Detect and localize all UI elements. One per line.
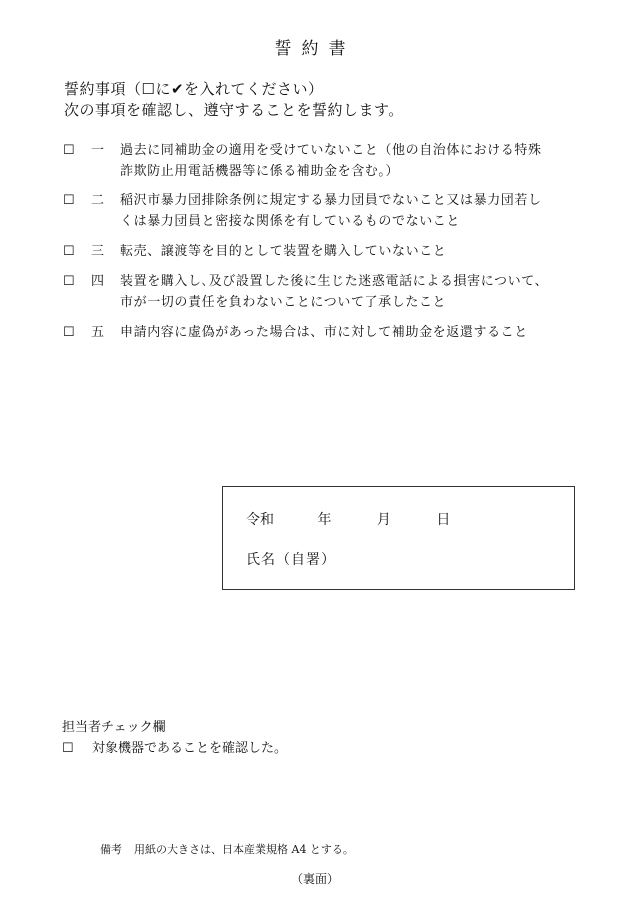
date-era-label: 令和 xyxy=(246,512,274,528)
pledge-number-2: 二 xyxy=(91,193,105,208)
staff-check-item xyxy=(62,737,287,756)
remarks-note xyxy=(100,841,354,857)
pledge-text-1-line-2: 詐欺防止用電話機器等に係る補助金を含む。） xyxy=(120,164,400,179)
pledge-text-4-line-1: 装置を購入し､及び設置した後に生じた迷惑電話による損害について、 xyxy=(120,274,549,289)
staff-check-text: 対象機器であることを確認した。 xyxy=(92,741,288,756)
pledge-checkbox-5[interactable]: ☐ xyxy=(63,325,75,340)
signature-name-label[interactable]: 氏名（自署） xyxy=(246,552,336,568)
document-title: 誓約書 xyxy=(274,39,356,59)
page-side-label: （裏面） xyxy=(290,872,339,886)
pledge-text-4-line-2: 市が一切の責任を負わないことについて了承したこと xyxy=(120,295,447,310)
pledge-text-3-line-1: 転売、譲渡等を目的として装置を購入していないこと xyxy=(120,244,447,259)
pledge-checkbox-1[interactable]: ☐ xyxy=(63,143,75,158)
date-month-label[interactable]: 月 xyxy=(376,512,391,528)
pledge-text-5 xyxy=(120,322,590,343)
date-day-label[interactable]: 日 xyxy=(436,512,451,528)
pledge-text-2-line-1: 稲沢市暴力団排除条例に規定する暴力団員でないこと又は暴力団若し xyxy=(120,193,542,208)
pledge-text-4 xyxy=(120,271,590,313)
pledge-text-2 xyxy=(120,190,590,232)
remarks-label: 備考 xyxy=(100,843,122,856)
pledge-text-1-line-1: 過去に同補助金の適用を受けていないこと（他の自治体における特殊 xyxy=(120,143,542,158)
pledge-number-3: 三 xyxy=(91,244,105,259)
intro-instruction: 誓約事項（☐に✔を入れてください） xyxy=(64,80,324,98)
pledge-checkbox-2[interactable]: ☐ xyxy=(63,193,75,208)
remarks-text: 用紙の大きさは、日本産業規格 A4 とする。 xyxy=(134,843,354,856)
pledge-checkbox-4[interactable]: ☐ xyxy=(63,274,75,289)
date-line xyxy=(246,509,450,529)
pledge-text-1 xyxy=(120,140,590,182)
pledge-checkbox-3[interactable]: ☐ xyxy=(63,244,75,259)
signature-box xyxy=(222,486,575,590)
pledge-text-5-line-1: 申請内容に虚偽があった場合は、市に対して補助金を返還すること xyxy=(120,325,528,340)
pledge-number-1: 一 xyxy=(91,143,105,158)
pledge-text-2-line-2: くは暴力団員と密接な関係を有しているものでないこと xyxy=(120,214,461,229)
intro-statement: 次の事項を確認し、遵守することを誓約します。 xyxy=(64,101,404,119)
pledge-text-3 xyxy=(120,241,590,262)
pledge-number-5: 五 xyxy=(91,325,105,340)
staff-check-title: 担当者チェック欄 xyxy=(62,720,166,735)
staff-checkbox[interactable]: ☐ xyxy=(62,741,74,756)
pledge-number-4: 四 xyxy=(91,274,105,289)
date-year-label[interactable]: 年 xyxy=(317,512,332,528)
